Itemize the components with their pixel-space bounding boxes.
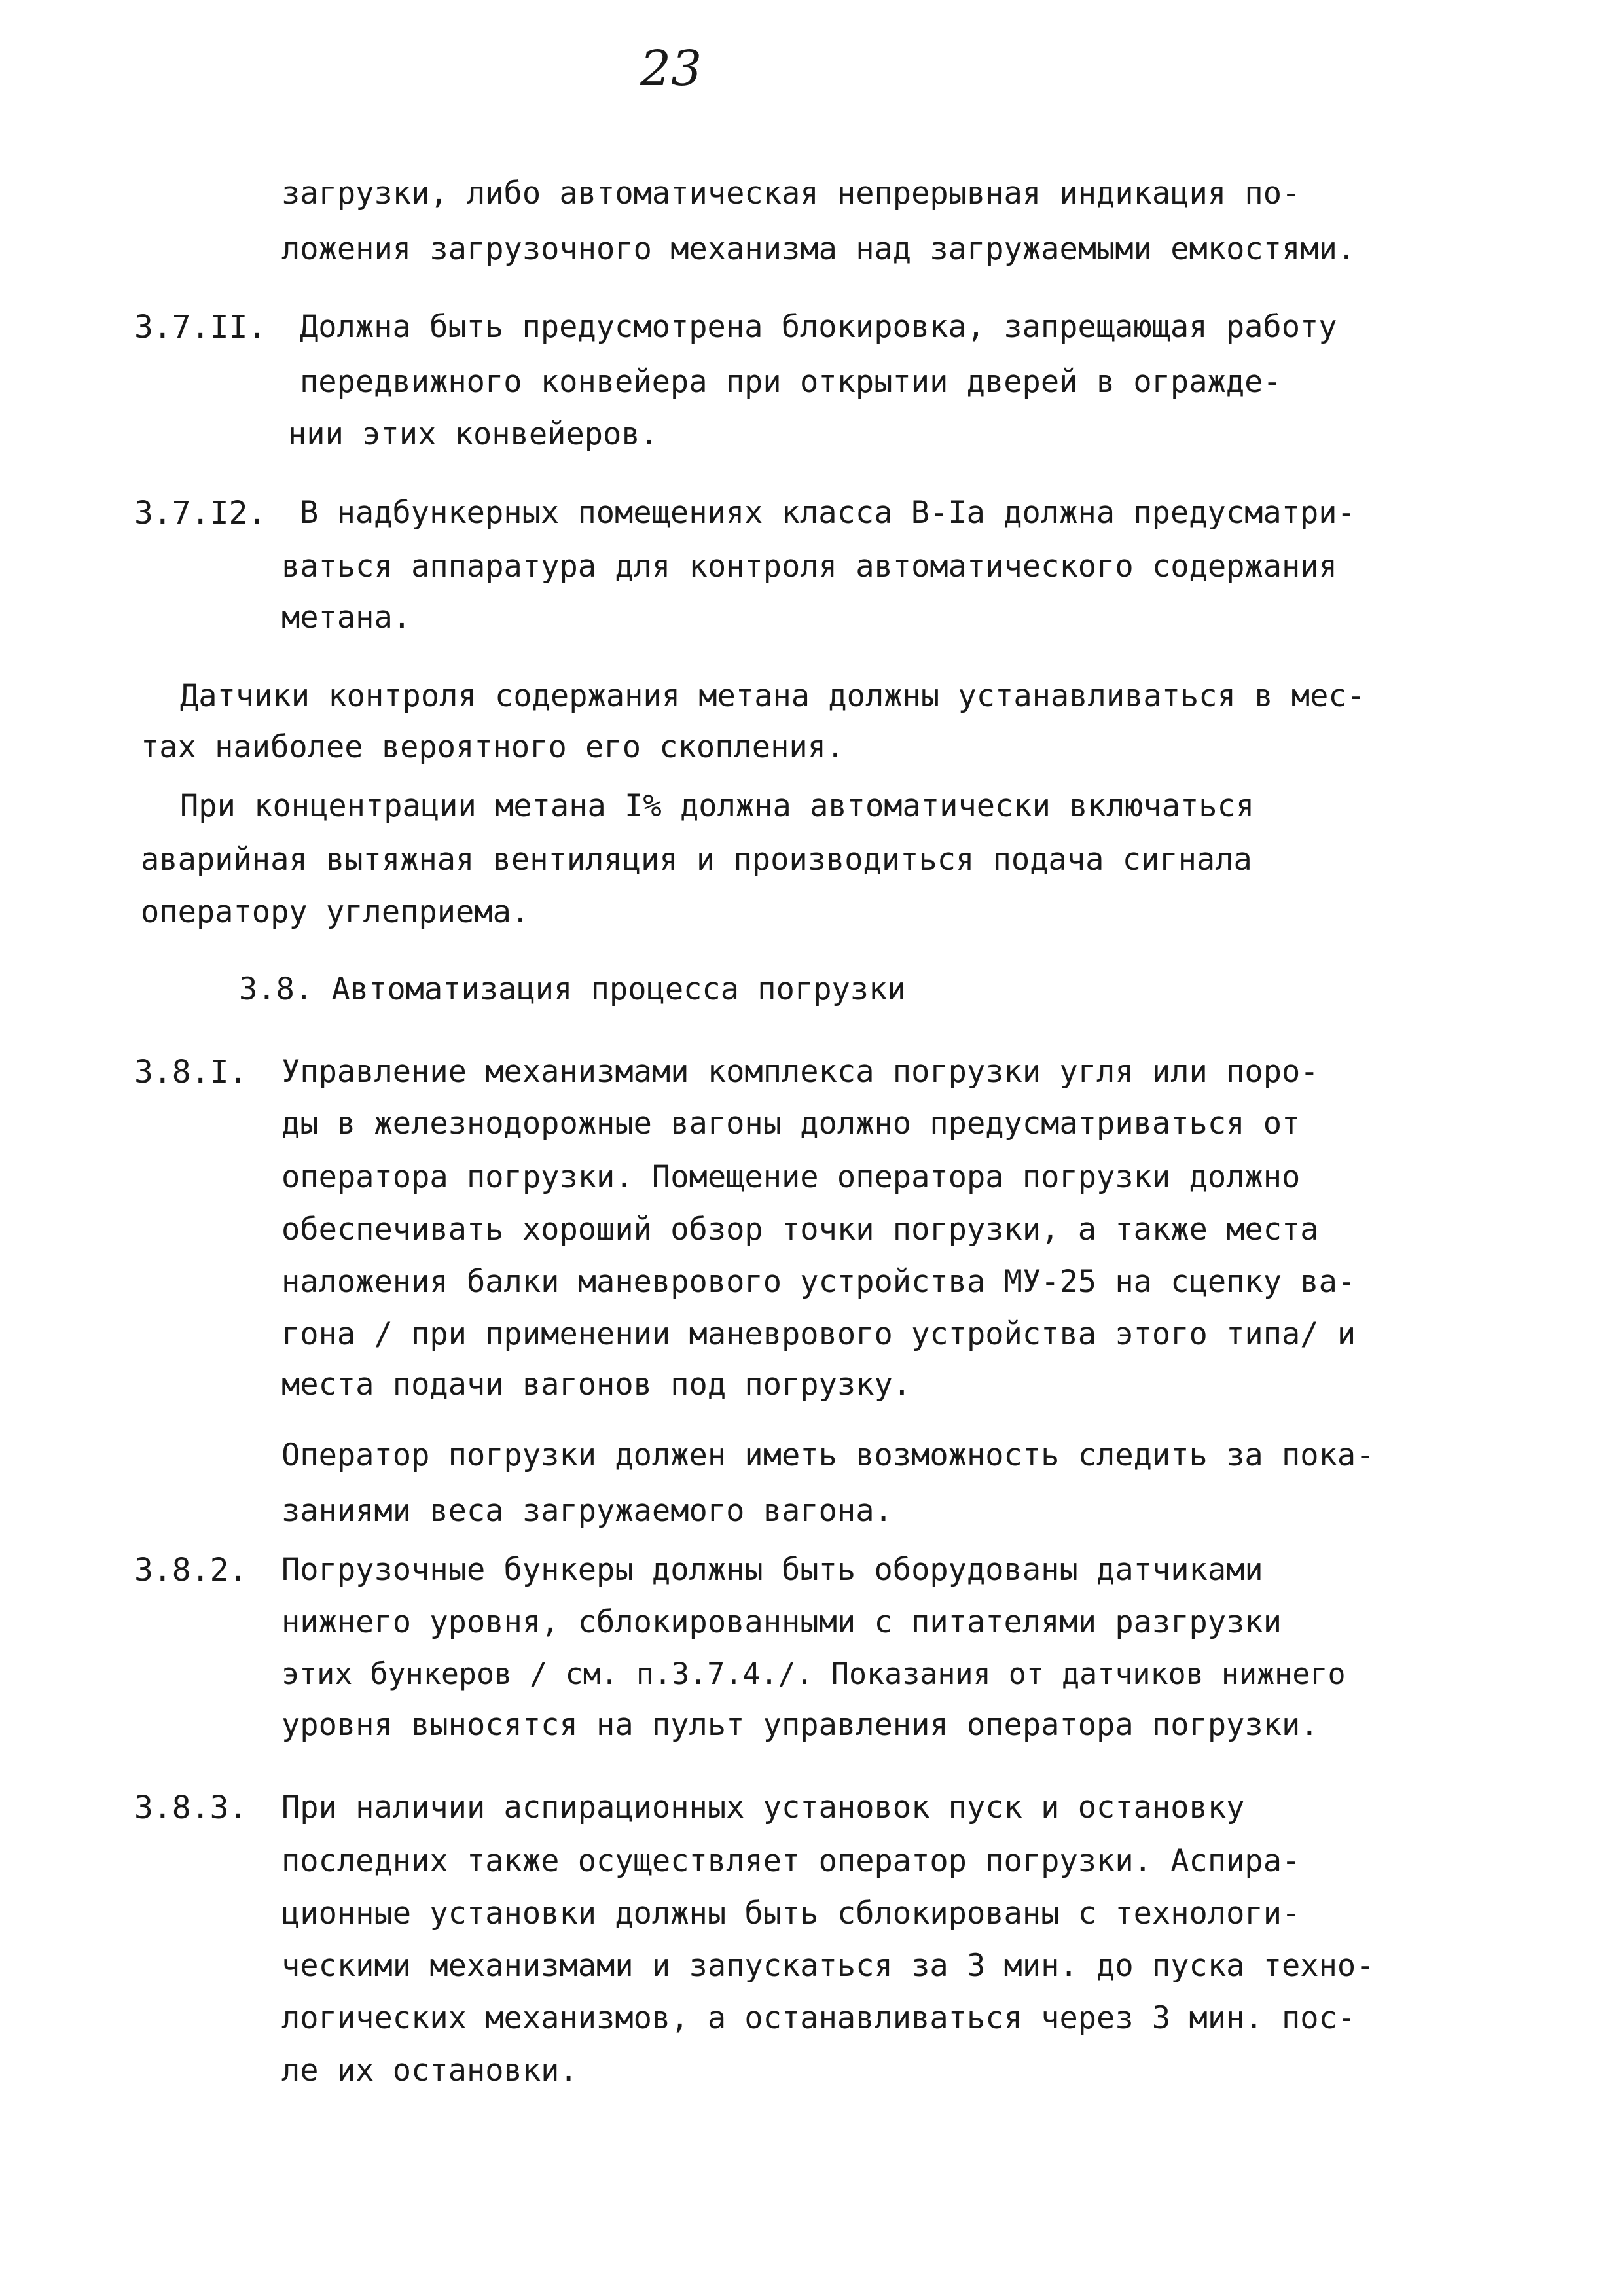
text-line: нии этих конвейеров. — [288, 416, 659, 452]
text-line: последних также осуществляет оператор погрузки. Аспира- — [281, 1843, 1301, 1879]
page-number: 23 — [640, 41, 702, 97]
clause-number: 3.7.I2. — [134, 495, 267, 531]
clause-number: 3.7.II. — [134, 309, 267, 346]
text-line: ды в железнодорожные вагоны должно предусматриваться от — [281, 1105, 1301, 1141]
text-line: загрузки, либо автоматическая непрерывная индикация по- — [281, 175, 1301, 211]
text-line: Оператор погрузки должен иметь возможность следить за пока- — [281, 1437, 1375, 1473]
text-line: логических механизмов, а останавливаться через 3 мин. пос- — [281, 2000, 1356, 2036]
text-line: При наличии аспирационных установок пуск и остановку — [281, 1789, 1245, 1825]
clause-number: 3.8.2. — [134, 1552, 248, 1588]
text-line: места подачи вагонов под погрузку. — [281, 1367, 912, 1403]
text-line: передвижного конвейера при открытии дверей в огражде- — [300, 364, 1282, 400]
text-line: аварийная вытяжная вентиляция и производиться подача сигнала — [141, 842, 1252, 878]
text-line: наложения балки маневрового устройства МУ-25 на сцепку ва- — [281, 1264, 1356, 1300]
text-line: этих бункеров / см. п.3.7.4./. Показания от датчиков нижнего — [281, 1657, 1346, 1691]
text-line: заниями веса загружаемого вагона. — [281, 1493, 893, 1529]
text-line: Погрузочные бункеры должны быть оборудованы датчиками — [281, 1552, 1263, 1588]
text-line: ционные установки должны быть сблокированы с технологи- — [281, 1895, 1301, 1931]
text-line: оператора погрузки. Помещение оператора погрузки должно — [281, 1159, 1301, 1195]
section-heading: 3.8. Автоматизация процесса погрузки — [239, 971, 906, 1007]
text-line: тах наиболее вероятного его скопления. — [141, 729, 845, 765]
clause-number: 3.8.3. — [134, 1789, 248, 1826]
text-line: ваться аппаратура для контроля автоматического содержания — [281, 548, 1337, 584]
text-line: уровня выносятся на пульт управления оператора погрузки. — [281, 1707, 1319, 1743]
text-line: ческими механизмами и запускаться за 3 мин. до пуска техно- — [281, 1948, 1375, 1984]
text-line: метана. — [281, 600, 412, 636]
text-line: В надбункерных помещениях класса В-Iа должна предусматри- — [300, 495, 1356, 531]
text-line: Должна быть предусмотрена блокировка, запрещающая работу — [300, 309, 1337, 345]
text-line: ложения загрузочного механизма над загружаемыми емкостями. — [281, 231, 1356, 267]
text-line: гона / при применении маневрового устройства этого типа/ и — [281, 1316, 1356, 1352]
text-line: нижнего уровня, сблокированными с питателями разгрузки — [281, 1604, 1282, 1640]
text-line: Датчики контроля содержания метана должны устанавливаться в мес- — [180, 678, 1365, 714]
text-line: ле их остановки. — [281, 2053, 578, 2089]
text-line: При концентрации метана I% должна автоматически включаться — [180, 788, 1255, 824]
clause-number: 3.8.I. — [134, 1054, 248, 1090]
text-line: оператору углеприема. — [141, 894, 530, 930]
text-line: Управление механизмами комплекса погрузки угля или поро- — [281, 1054, 1319, 1090]
text-line: обеспечивать хороший обзор точки погрузки, а также места — [281, 1211, 1319, 1247]
